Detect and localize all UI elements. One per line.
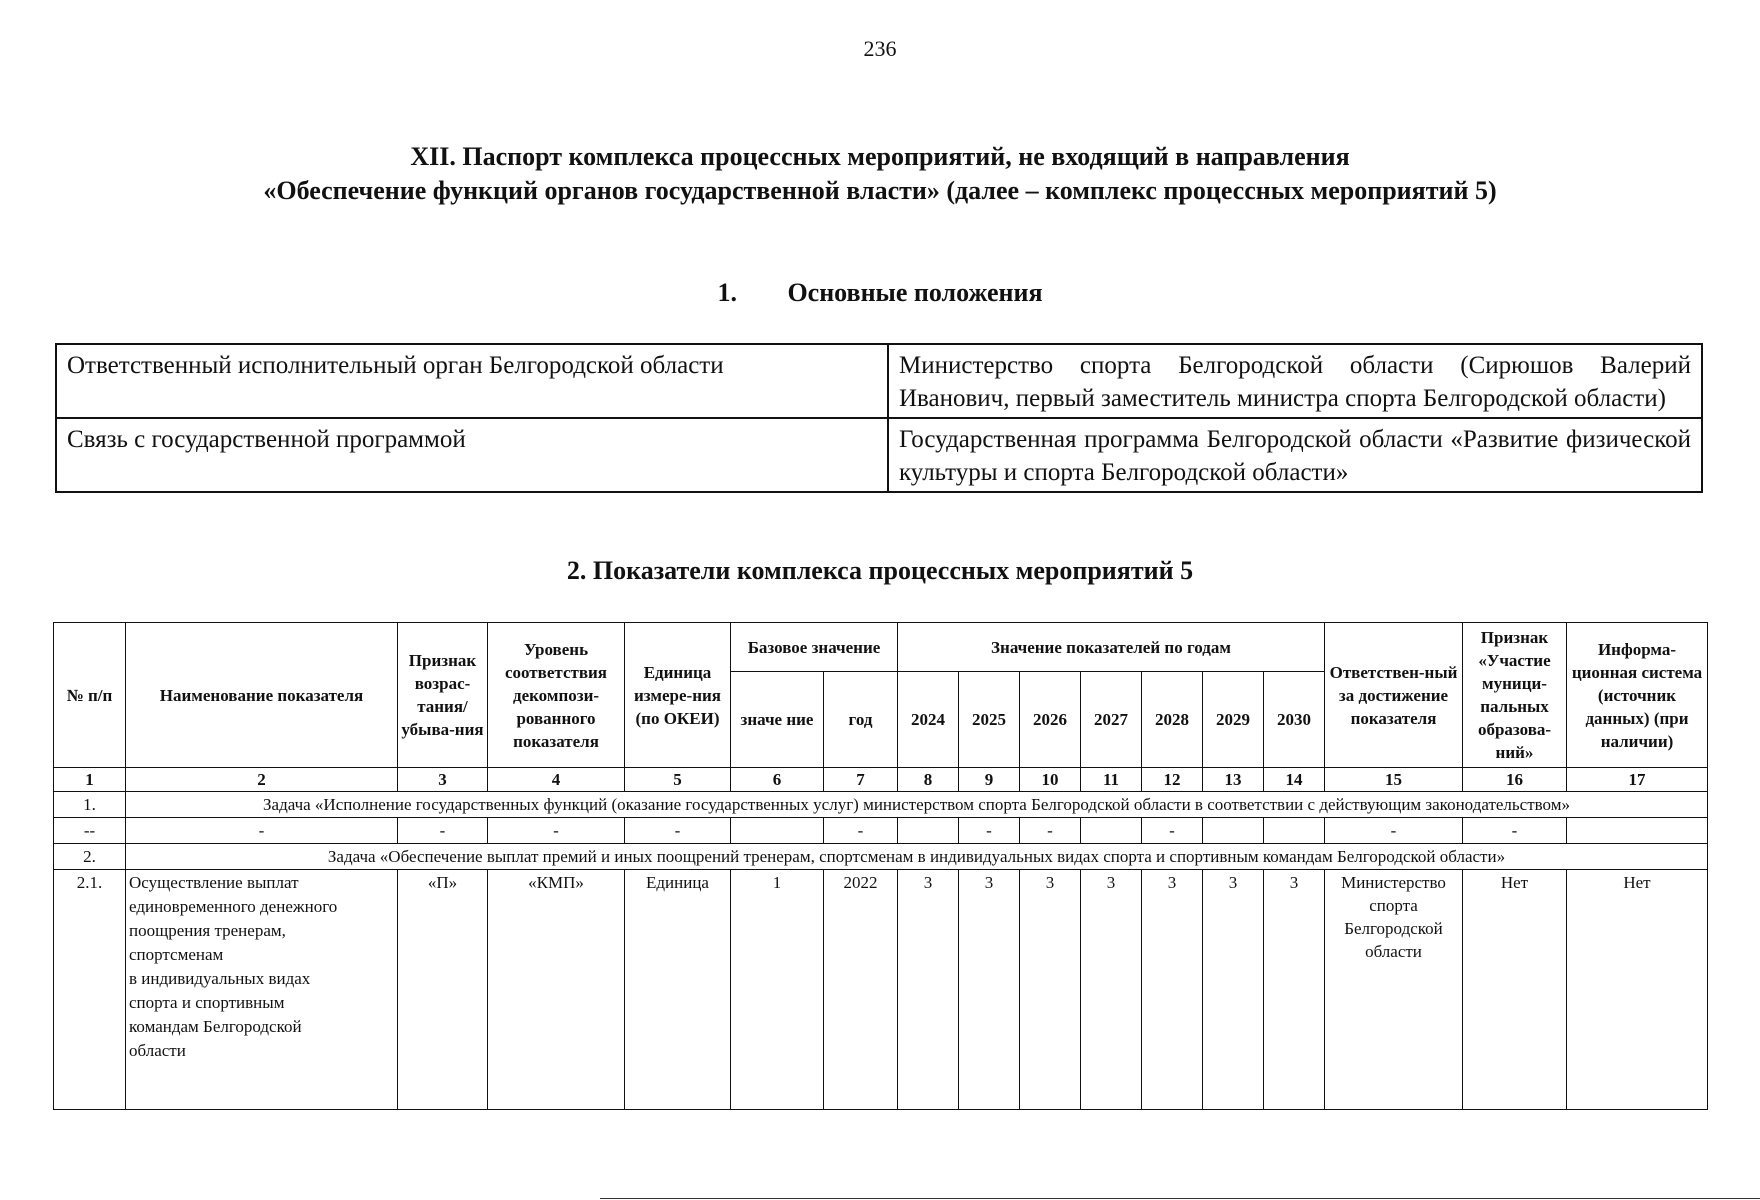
indicator-responsible-line: Белгородской bbox=[1344, 919, 1443, 938]
basic-value-program: Государственная программа Белгородской области «Развитие физической культуры и спорта Белгородской области» bbox=[888, 418, 1702, 492]
indicator-value-2028: 3 bbox=[1142, 870, 1203, 1110]
indicator-base-year: 2022 bbox=[824, 870, 898, 1110]
indicator-unit: Единица bbox=[625, 870, 731, 1110]
header-row-1 bbox=[54, 623, 1708, 672]
header-year-2027: 2027 bbox=[1081, 672, 1142, 768]
indicator-name-line: поощрения тренерам, bbox=[129, 921, 286, 940]
dash-cell: - bbox=[1142, 818, 1203, 844]
indicator-level: «КМП» bbox=[488, 870, 625, 1110]
task-1-number: 1. bbox=[54, 792, 126, 818]
header-year-2024: 2024 bbox=[898, 672, 959, 768]
section-1-number: 1. bbox=[717, 278, 737, 307]
indicator-responsible-line: спорта bbox=[1369, 896, 1418, 915]
column-number: 10 bbox=[1020, 768, 1081, 792]
indicator-name-line: области bbox=[129, 1041, 186, 1060]
header-unit: Единица измере-ния (по ОКЕИ) bbox=[625, 623, 731, 768]
indicators-table bbox=[53, 622, 1708, 1110]
dash-cell: - bbox=[126, 818, 398, 844]
header-year-2030: 2030 bbox=[1264, 672, 1325, 768]
indicator-value-2024: 3 bbox=[898, 870, 959, 1110]
column-number: 12 bbox=[1142, 768, 1203, 792]
indicator-sign: «П» bbox=[398, 870, 488, 1110]
basic-row-responsible bbox=[56, 344, 1702, 418]
indicator-row-2-1 bbox=[54, 870, 1708, 1110]
header-responsible: Ответствен-ный за достижение показателя bbox=[1325, 623, 1463, 768]
indicator-name bbox=[126, 870, 398, 1110]
task-1-row bbox=[54, 792, 1708, 818]
column-number: 14 bbox=[1264, 768, 1325, 792]
empty-cell bbox=[1264, 818, 1325, 844]
dash-row bbox=[54, 818, 1708, 844]
basic-row-program bbox=[56, 418, 1702, 492]
column-number: 4 bbox=[488, 768, 625, 792]
task-2-row bbox=[54, 844, 1708, 870]
basic-label-program: Связь с государственной программой bbox=[56, 418, 888, 492]
header-level: Уровень соответствия декомпози-рованного показателя bbox=[488, 623, 625, 768]
header-name: Наименование показателя bbox=[126, 623, 398, 768]
column-numbers-row bbox=[54, 768, 1708, 792]
indicator-name-line: спортсменам bbox=[129, 945, 224, 964]
basic-provisions-table bbox=[55, 343, 1703, 493]
task-2-text: Задача «Обеспечение выплат премий и иных поощрений тренерам, спортсменам в индивидуальных видах спорта и спортивным командам Белгородской области» bbox=[126, 844, 1708, 870]
empty-cell bbox=[1567, 818, 1708, 844]
indicator-name-line: единовременного денежного bbox=[129, 897, 338, 916]
dash-row-number: -- bbox=[54, 818, 126, 844]
indicator-name-line: в индивидуальных видах bbox=[129, 969, 311, 988]
header-sign: Признак возрас-тания/ убыва-ния bbox=[398, 623, 488, 768]
column-number: 1 bbox=[54, 768, 126, 792]
footer-rule bbox=[600, 1198, 1760, 1199]
dash-cell: - bbox=[1325, 818, 1463, 844]
empty-cell bbox=[898, 818, 959, 844]
indicator-number: 2.1. bbox=[54, 870, 126, 1110]
dash-cell: - bbox=[1463, 818, 1567, 844]
indicator-value-2030: 3 bbox=[1264, 870, 1325, 1110]
header-municipal: Признак «Участие муници-пальных образова-ний» bbox=[1463, 623, 1567, 768]
dash-cell: - bbox=[488, 818, 625, 844]
section-1-title: Основные положения bbox=[787, 278, 1043, 307]
header-base-value: значе ние bbox=[731, 672, 824, 768]
column-number: 15 bbox=[1325, 768, 1463, 792]
header-year-2028: 2028 bbox=[1142, 672, 1203, 768]
indicator-responsible-line: Министерство bbox=[1341, 873, 1446, 892]
task-1-text: Задача «Исполнение государственных функций (оказание государственных услуг) министерством спорта Белгородской области в соответствии с действующим законодательством» bbox=[126, 792, 1708, 818]
header-year-2025: 2025 bbox=[959, 672, 1020, 768]
dash-cell: - bbox=[625, 818, 731, 844]
document-title-line-1: XII. Паспорт комплекса процессных мероприятий, не входящий в направления bbox=[410, 142, 1350, 171]
indicator-value-2025: 3 bbox=[959, 870, 1020, 1110]
dash-cell: - bbox=[1020, 818, 1081, 844]
header-base-year: год bbox=[824, 672, 898, 768]
dash-cell: - bbox=[398, 818, 488, 844]
section-2-heading: 2. Показатели комплекса процессных мероприятий 5 bbox=[566, 556, 1194, 585]
empty-cell bbox=[1081, 818, 1142, 844]
basic-value-responsible: Министерство спорта Белгородской области (Сирюшов Валерий Иванович, первый заместитель министра спорта Белгородской области) bbox=[888, 344, 1702, 418]
column-number: 17 bbox=[1567, 768, 1708, 792]
header-years-group: Значение показателей по годам bbox=[898, 623, 1325, 672]
task-2-number: 2. bbox=[54, 844, 126, 870]
indicator-value-2027: 3 bbox=[1081, 870, 1142, 1110]
document-title-line-2: «Обеспечение функций органов государственной власти» (далее – комплекс процессных мероприятий 5) bbox=[263, 176, 1497, 205]
empty-cell bbox=[731, 818, 824, 844]
indicator-responsible-line: области bbox=[1365, 942, 1422, 961]
section-1-heading bbox=[0, 278, 1760, 308]
indicator-base-value: 1 bbox=[731, 870, 824, 1110]
dash-cell: - bbox=[824, 818, 898, 844]
column-number: 9 bbox=[959, 768, 1020, 792]
column-number: 11 bbox=[1081, 768, 1142, 792]
header-info-system: Информа-ционная система (источник данных) (при наличии) bbox=[1567, 623, 1708, 768]
empty-cell bbox=[1203, 818, 1264, 844]
header-year-2029: 2029 bbox=[1203, 672, 1264, 768]
header-num: № п/п bbox=[54, 623, 126, 768]
column-number: 8 bbox=[898, 768, 959, 792]
indicator-municipal: Нет bbox=[1463, 870, 1567, 1110]
column-number: 13 bbox=[1203, 768, 1264, 792]
indicator-value-2026: 3 bbox=[1020, 870, 1081, 1110]
header-base: Базовое значение bbox=[731, 623, 898, 672]
column-number: 2 bbox=[126, 768, 398, 792]
page-number: 236 bbox=[863, 36, 897, 61]
column-number: 6 bbox=[731, 768, 824, 792]
indicator-responsible bbox=[1325, 870, 1463, 1110]
indicator-value-2029: 3 bbox=[1203, 870, 1264, 1110]
dash-cell: - bbox=[959, 818, 1020, 844]
indicator-name-line: командам Белгородской bbox=[129, 1017, 302, 1036]
document-title bbox=[0, 140, 1760, 208]
header-year-2026: 2026 bbox=[1020, 672, 1081, 768]
column-number: 7 bbox=[824, 768, 898, 792]
column-number: 16 bbox=[1463, 768, 1567, 792]
indicator-name-line: Осуществление выплат bbox=[129, 873, 299, 892]
column-number: 5 bbox=[625, 768, 731, 792]
column-number: 3 bbox=[398, 768, 488, 792]
indicator-info-system: Нет bbox=[1567, 870, 1708, 1110]
indicator-name-line: спорта и спортивным bbox=[129, 993, 285, 1012]
basic-label-responsible: Ответственный исполнительный орган Белгородской области bbox=[56, 344, 888, 418]
